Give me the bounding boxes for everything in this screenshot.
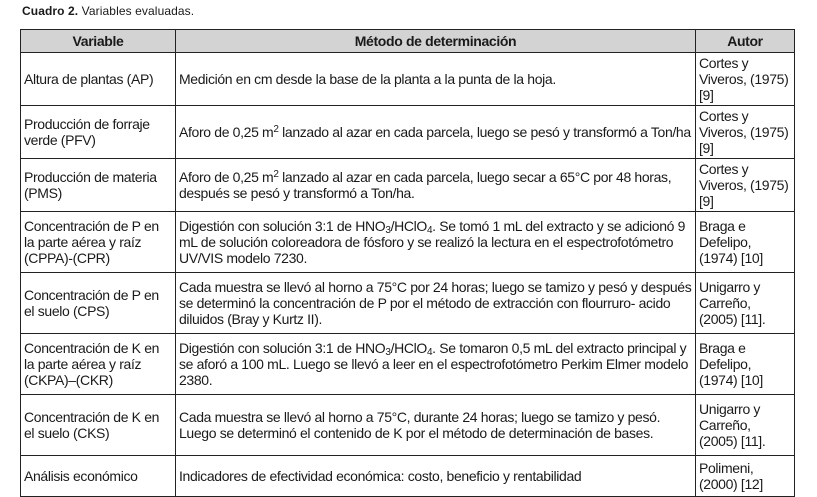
table-row — [21, 456, 795, 497]
method-text: Digestión con solución 3:1 de HNO — [179, 218, 386, 234]
superscript: 2 — [273, 124, 279, 135]
author-cell: Braga e Defelipo, (1974) [10] — [696, 212, 795, 273]
method-cell — [176, 106, 696, 159]
method-cell — [176, 159, 696, 212]
author-cell: Polimeni, (2000) [12] — [696, 456, 795, 497]
variable-cell: Producción de forraje verde (PFV) — [21, 106, 176, 159]
author-cell: Cortes y Viveros, (1975) [9] — [696, 53, 795, 106]
author-cell: Cortes y Viveros, (1975) [9] — [696, 106, 795, 159]
header-method: Método de determinación — [176, 30, 696, 53]
author-cell: Braga e Defelipo, (1974) [10] — [696, 334, 795, 395]
author-cell: Cortes y Viveros, (1975) [9] — [696, 159, 795, 212]
table-row — [21, 334, 795, 395]
table-row — [21, 159, 795, 212]
method-text: /HClO — [390, 218, 427, 234]
method-cell — [176, 334, 696, 395]
method-text: /HClO — [390, 340, 427, 356]
author-cell: Unigarro y Carreño, (2005) [11]. — [696, 273, 795, 334]
subscript: 4 — [426, 225, 433, 236]
method-text: Aforo de 0,25 m — [179, 169, 274, 185]
method-cell: Medición en cm desde la base de la planta a la punta de la hoja. — [176, 53, 696, 106]
header-variable: Variable — [21, 30, 176, 53]
method-text: lanzado al azar en cada parcela, luego secar a 65°C por 48 horas, después se pesó y transformó a Ton/ha. — [179, 169, 672, 201]
method-text: . Se tomó 1 mL del extracto y se adicionó 9 mL de solución coloreadora de fósforo y se realizó la lectura en el espectrofotómetro UV/VIS modelo 7230. — [179, 218, 686, 266]
variable-cell: Producción de materia (PMS) — [21, 159, 176, 212]
author-cell: Unigarro y Carreño, (2005) [11]. — [696, 395, 795, 456]
header-author: Autor — [696, 30, 795, 53]
method-cell: Cada muestra se llevó al horno a 75°C por 24 horas; luego se tamizo y pesó y después se determinó la concentración de P por el método de extracción con flourruro- acido diluidos (Bray y Kurtz II). — [176, 273, 696, 334]
table-row — [21, 273, 795, 334]
header-row — [21, 30, 795, 53]
superscript: 2 — [273, 169, 279, 180]
table-row — [21, 212, 795, 273]
method-text: Digestión con solución 3:1 de HNO — [179, 340, 386, 356]
subscript: 4 — [426, 347, 433, 358]
caption-label: Cuadro 2. — [22, 4, 79, 18]
variable-cell: Concentración de P en la parte aérea y raíz (CPPA)-(CPR) — [21, 212, 176, 273]
method-text: . Se tomaron 0,5 mL del extracto principal y se aforó a 100 mL. Luego se llevó a leer en el espectrofotómetro Perkim Elmer modelo 2380. — [179, 340, 689, 388]
method-text: lanzado al azar en cada parcela, luego se pesó y transformó a Ton/ha — [278, 124, 691, 140]
variable-cell: Concentración de K en el suelo (CKS) — [21, 395, 176, 456]
table-caption — [22, 4, 194, 18]
caption-text: Variables evaluadas. — [78, 4, 195, 18]
subscript: 3 — [385, 225, 391, 236]
variable-cell: Concentración de K en la parte aérea y raíz (CKPA)–(CKR) — [21, 334, 176, 395]
table-row — [21, 53, 795, 106]
variable-cell: Análisis económico — [21, 456, 176, 497]
variable-cell: Altura de plantas (AP) — [21, 53, 176, 106]
method-cell — [176, 212, 696, 273]
method-text: Aforo de 0,25 m — [179, 124, 274, 140]
subscript: 3 — [385, 347, 391, 358]
table-row — [21, 395, 795, 456]
variable-cell: Concentración de P en el suelo (CPS) — [21, 273, 176, 334]
method-cell: Indicadores de efectividad económica: costo, beneficio y rentabilidad — [176, 456, 696, 497]
method-cell: Cada muestra se llevó al horno a 75°C, durante 24 horas; luego se tamizo y pesó. Luego se determinó el contenido de K por el método de determinación de bases. — [176, 395, 696, 456]
table-row — [21, 106, 795, 159]
variables-table — [20, 29, 795, 497]
